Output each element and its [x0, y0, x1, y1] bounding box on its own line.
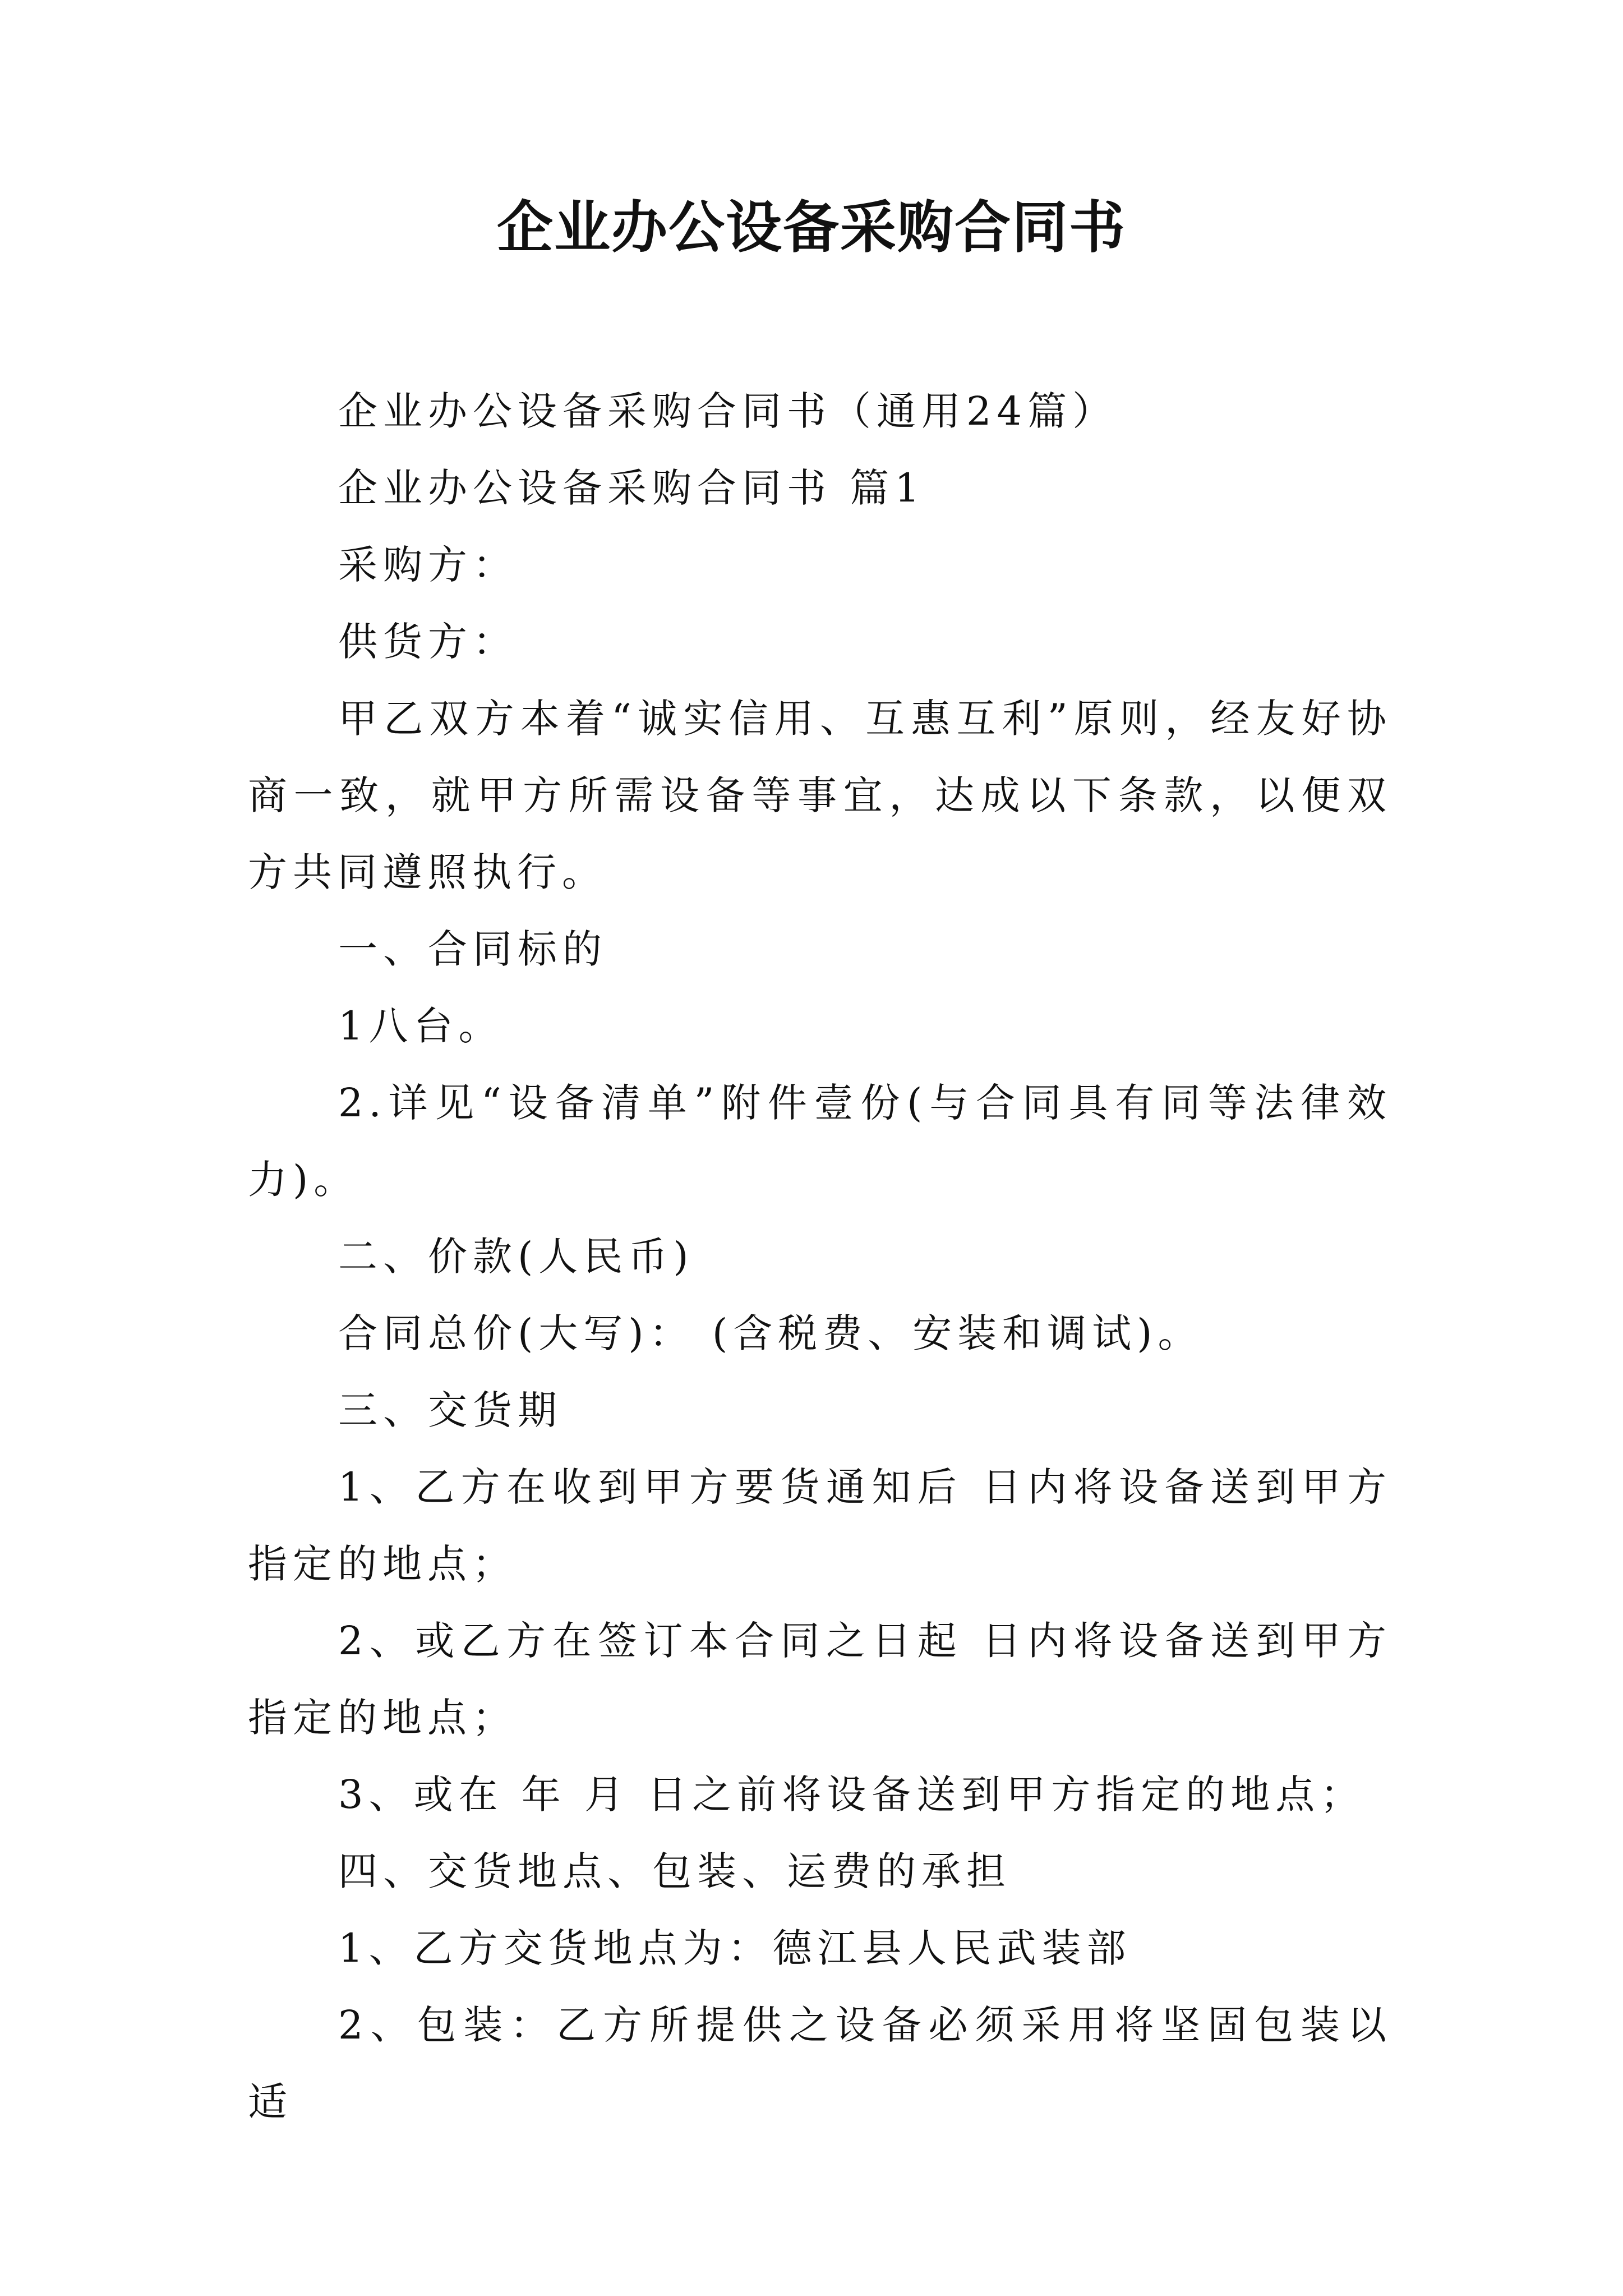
paragraph-clause-2-heading: 二、价款(人民币): [338, 1234, 694, 1280]
paragraph-section-heading: 企业办公设备采购合同书 篇1: [338, 465, 925, 511]
paragraph-preamble: 甲乙双方本着“诚实信用、互惠互利”原则，经友好协商一致，就甲方所需设备等事宜，达成以下条款，以便双方共同遵照执行。: [248, 696, 1392, 895]
document-body: [248, 373, 1392, 2141]
paragraph-clause-4-heading: 四、交货地点、包装、运费的承担: [338, 1848, 1011, 1894]
paragraph-clause-4-item-1: 1、乙方交货地点为：德江县人民武装部: [338, 1925, 1132, 1971]
paragraph-clause-4-item-2: 2、包装：乙方所提供之设备必须采用将坚固包装以适: [248, 2002, 1392, 2125]
paragraph-buyer: 采购方：: [338, 542, 518, 588]
paragraph-subtitle: 企业办公设备采购合同书（通用24篇）: [338, 388, 1118, 434]
paragraph-clause-1-heading: 一、合同标的: [338, 926, 607, 972]
paragraph-clause-3-item-2: 2、或乙方在签订本合同之日起 日内将设备送到甲方指定的地点；: [248, 1618, 1392, 1741]
paragraph-clause-3-item-1: 1、乙方在收到甲方要货通知后 日内将设备送到甲方指定的地点；: [248, 1464, 1392, 1587]
paragraph-clause-1-item-1: 1八台。: [338, 1003, 504, 1049]
paragraph-clause-2-total-price: 合同总价(大写)： (含税费、安装和调试)。: [338, 1310, 1203, 1356]
paragraph-clause-1-item-2: 2.详见“设备清单”附件壹份(与合同具有同等法律效力)。: [248, 1080, 1392, 1203]
document-title: 企业办公设备采购合同书: [497, 194, 1126, 260]
paragraph-clause-3-heading: 三、交货期: [338, 1387, 562, 1433]
paragraph-clause-3-item-3: 3、或在 年 月 日之前将设备送到甲方指定的地点；: [338, 1772, 1366, 1818]
paragraph-supplier: 供货方：: [338, 619, 518, 665]
